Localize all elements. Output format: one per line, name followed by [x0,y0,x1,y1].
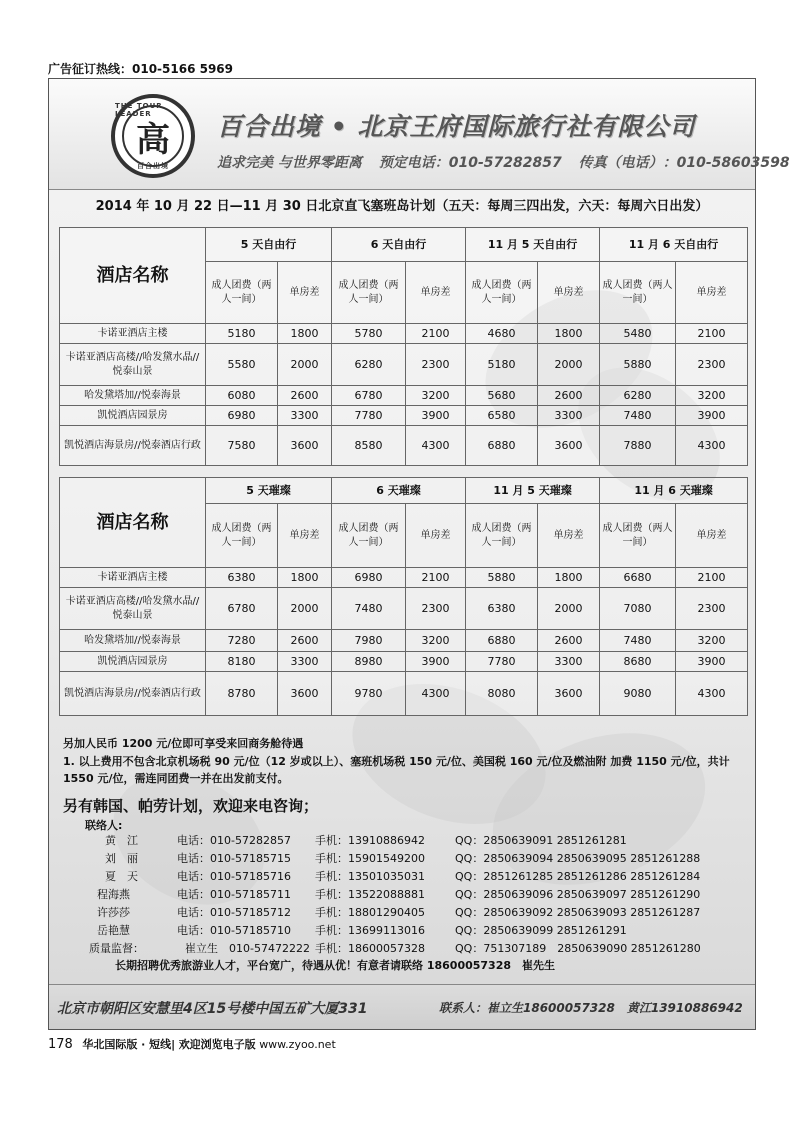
price-table-deluxe [59,477,748,716]
price-cell: 7080 [600,588,676,630]
price-cell: 2300 [406,344,466,386]
price-cell: 2100 [406,568,466,588]
price-cell: 1800 [278,568,332,588]
contact-name: 质量监督： [89,942,144,955]
price-cell: 2100 [406,324,466,344]
price-cell: 2600 [278,386,332,406]
single-supplement-header: 单房差 [278,504,332,568]
price-cell: 5180 [206,324,278,344]
table-row [60,426,748,466]
ad-hotline: 广告征订热线：010-5166 5969 [48,62,234,76]
single-supplement-header: 单房差 [676,504,748,568]
table-row [60,588,748,630]
price-cell: 3900 [676,652,748,672]
adult-fee-header: 成人团费（两人一间） [600,504,676,568]
slogan-motto: 追求完美 与世界零距离 [217,155,362,171]
adult-fee-header: 成人团费（两人一间） [332,504,406,568]
recruitment-note: 长期招聘优秀旅游业人才，平台宽广，待遇从优！有意者请联络 18600057328 崔先生 [115,959,556,972]
welcome-text: 欢迎浏览电子版 [178,1038,256,1051]
hotel-header: 酒店名称 [60,478,206,568]
package-header: 6 天璀璨 [332,478,466,504]
price-cell: 6880 [466,630,538,652]
price-cell: 4300 [676,426,748,466]
contacts-label: 联络人: [85,819,123,832]
contact-name: 许莎莎 [97,906,130,919]
price-cell: 3900 [676,406,748,426]
price-cell: 3200 [676,386,748,406]
hotel-header: 酒店名称 [60,228,206,324]
price-cell: 7280 [206,630,278,652]
company-address: 北京市朝阳区安慧里4区15号楼中国五矿大厦331 [57,1001,368,1017]
price-cell: 4300 [676,672,748,716]
logo-ring-top: THE TOUR LEADER [115,102,163,118]
contact-name: 程海燕 [97,888,130,901]
adult-fee-header: 成人团费（两人一间） [466,262,538,324]
price-table-free [59,227,748,466]
price-cell: 2600 [538,386,600,406]
single-supplement-header: 单房差 [406,262,466,324]
address-bar [49,984,755,1029]
package-header: 11 月 6 天璀璨 [600,478,748,504]
price-cell: 4300 [406,672,466,716]
price-cell: 6380 [206,568,278,588]
hotel-name: 凯悦酒店园景房 [60,406,206,426]
contact-qq: QQ：2851261285 2851261286 2851261284 [455,870,701,883]
contact-mobile: 手机：18801290405 [315,906,425,919]
single-supplement-header: 单房差 [406,504,466,568]
price-cell: 1800 [278,324,332,344]
website-link[interactable]: www.zyoo.net [259,1038,336,1051]
price-cell: 8080 [466,672,538,716]
price-cell: 3300 [538,406,600,426]
page-footer [48,1036,336,1052]
advert-frame [48,78,790,1030]
price-cell: 8680 [600,652,676,672]
price-cell: 8980 [332,652,406,672]
price-cell: 2300 [676,588,748,630]
section-name: 华北国际版 · 短线| [82,1038,176,1051]
hotel-name: 卡诺亚酒店主楼 [60,324,206,344]
price-cell: 7480 [332,588,406,630]
adult-fee-header: 成人团费（两人一间） [206,504,278,568]
adult-fee-header: 成人团费（两人一间） [600,262,676,324]
price-cell: 2300 [676,344,748,386]
price-cell: 2000 [278,344,332,386]
contact-mobile: 手机：15901549200 [315,852,425,865]
contact-qq: QQ：2850639099 2851261291 [455,924,627,937]
table-row [60,324,748,344]
price-cell: 5480 [600,324,676,344]
price-cell: 5680 [466,386,538,406]
hotel-name: 卡诺亚酒店高楼//哈发黛水晶//悦泰山景 [60,344,206,386]
company-name: 百合出境 • 北京王府国际旅行社有限公司 [217,112,696,141]
price-cell: 5880 [600,344,676,386]
contact-mobile: 手机：13910886942 [315,834,425,847]
price-cell: 8580 [332,426,406,466]
price-cell: 5580 [206,344,278,386]
price-cell: 2000 [538,344,600,386]
price-cell: 3600 [538,426,600,466]
price-cell: 6280 [332,344,406,386]
price-cell: 3900 [406,406,466,426]
price-cell: 3900 [406,652,466,672]
price-cell: 5180 [466,344,538,386]
table-row [60,344,748,386]
price-cell: 7980 [332,630,406,652]
price-cell: 5780 [332,324,406,344]
contact-qq: QQ：2850639096 2850639097 2851261290 [455,888,701,901]
price-cell: 3600 [278,426,332,466]
hotel-name: 凯悦酒店海景房//悦泰酒店行政 [60,426,206,466]
fees-note: 1. 以上费用不包含北京机场税 90 元/位（12 岁或以上）、塞班机场税 150 元/位、美国税 160 元/位及燃油附 加费 1150 元/位，共计 1550 元/位，需连同团费一并在出发前支付。 [63,755,730,785]
price-cell: 6080 [206,386,278,406]
price-cell: 9080 [600,672,676,716]
price-cell: 2300 [406,588,466,630]
contact-tel: 崔立生 010-57472222 [185,942,310,955]
contact-qq: QQ：2850639091 2851261281 [455,834,627,847]
hotel-name: 哈发黛塔加//悦泰海景 [60,630,206,652]
price-cell: 6980 [332,568,406,588]
company-logo [111,94,195,178]
contact-mobile: 手机：13501035031 [315,870,425,883]
price-cell: 2100 [676,568,748,588]
contact-name: 夏 天 [105,870,138,883]
adult-fee-header: 成人团费（两人一间） [466,504,538,568]
table-row [60,672,748,716]
business-class-note: 另加人民币 1200 元/位即可享受来回商务舱待遇 [63,737,304,750]
single-supplement-header: 单房差 [278,262,332,324]
package-header: 11 月 6 天自由行 [600,228,748,262]
contact-tel: 电话：010-57282857 [177,834,291,847]
table-row [60,652,748,672]
price-cell: 6780 [332,386,406,406]
price-cell: 2600 [278,630,332,652]
contact-qq: QQ：2850639092 2850639093 2851261287 [455,906,701,919]
price-cell: 4300 [406,426,466,466]
logo-ring-bottom: 百合出境 [137,162,169,170]
adult-fee-header: 成人团费（两人一间） [206,262,278,324]
price-cell: 5880 [466,568,538,588]
contact-tel: 电话：010-57185711 [177,888,291,901]
contact-tel: 电话：010-57185710 [177,924,291,937]
price-cell: 8180 [206,652,278,672]
contact-tel: 电话：010-57185715 [177,852,291,865]
price-cell: 6280 [600,386,676,406]
price-cell: 2600 [538,630,600,652]
hotel-name: 凯悦酒店海景房//悦泰酒店行政 [60,672,206,716]
contact-mobile: 手机：13699113016 [315,924,425,937]
single-supplement-header: 单房差 [538,504,600,568]
price-cell: 6680 [600,568,676,588]
contact-qq: QQ：2850639094 2850639095 2851261288 [455,852,701,865]
logo-char: 高 [122,105,184,167]
price-cell: 6380 [466,588,538,630]
slogan-line [217,152,802,172]
price-cell: 7580 [206,426,278,466]
price-cell: 3300 [278,652,332,672]
adult-fee-header: 成人团费（两人一间） [332,262,406,324]
contact-mobile: 手机：18600057328 [315,942,425,955]
package-header: 6 天自由行 [332,228,466,262]
price-cell: 2000 [538,588,600,630]
company-banner [49,79,790,190]
price-cell: 2100 [676,324,748,344]
price-cell: 3200 [406,630,466,652]
hotel-name: 哈发黛塔加//悦泰海景 [60,386,206,406]
table-row [60,406,748,426]
price-cell: 2000 [278,588,332,630]
package-header: 5 天璀璨 [206,478,332,504]
contact-qq: QQ：751307189 2850639090 2851261280 [455,942,701,955]
contact-name: 岳艳慧 [97,924,130,937]
booking-phone: 预定电话：010-57282857 [378,155,562,171]
price-cell: 6980 [206,406,278,426]
hotel-name: 卡诺亚酒店主楼 [60,568,206,588]
table-row [60,386,748,406]
price-cell: 7780 [466,652,538,672]
price-cell: 3600 [278,672,332,716]
price-cell: 3300 [538,652,600,672]
table-row [60,630,748,652]
price-cell: 6580 [466,406,538,426]
contact-mobile: 手机：13522088881 [315,888,425,901]
price-cell: 7480 [600,406,676,426]
package-header: 11 月 5 天自由行 [466,228,600,262]
table-row [60,568,748,588]
price-cell: 8780 [206,672,278,716]
contact-name: 黄 江 [105,834,138,847]
price-cell: 3600 [538,672,600,716]
price-cell: 6880 [466,426,538,466]
plan-title: 2014 年 10 月 22 日—11 月 30 日北京直飞塞班岛计划（五天：每周三四出发，六天：每周六日出发） [95,199,709,214]
more-plans: 另有韩国、帕劳计划，欢迎来电咨询； [63,797,319,815]
price-cell: 7480 [600,630,676,652]
package-header: 11 月 5 天璀璨 [466,478,600,504]
price-cell: 6780 [206,588,278,630]
page-number: 178 [48,1037,73,1052]
footer-contact: 联系人：崔立生18600057328 黄江13910886942 [439,1001,743,1015]
single-supplement-header: 单房差 [538,262,600,324]
hotel-name: 卡诺亚酒店高楼//哈发黛水晶//悦泰山景 [60,588,206,630]
price-cell: 3200 [676,630,748,652]
price-cell: 3200 [406,386,466,406]
price-cell: 7780 [332,406,406,426]
contact-tel: 电话：010-57185716 [177,870,291,883]
price-cell: 4680 [466,324,538,344]
price-cell: 9780 [332,672,406,716]
fax-phone: 传真（电话）：010-58603598 [578,155,790,171]
price-cell: 1800 [538,568,600,588]
price-cell: 7880 [600,426,676,466]
single-supplement-header: 单房差 [676,262,748,324]
price-cell: 3300 [278,406,332,426]
price-cell: 1800 [538,324,600,344]
contact-tel: 电话：010-57185712 [177,906,291,919]
contact-name: 刘 丽 [105,852,138,865]
hotel-name: 凯悦酒店园景房 [60,652,206,672]
package-header: 5 天自由行 [206,228,332,262]
